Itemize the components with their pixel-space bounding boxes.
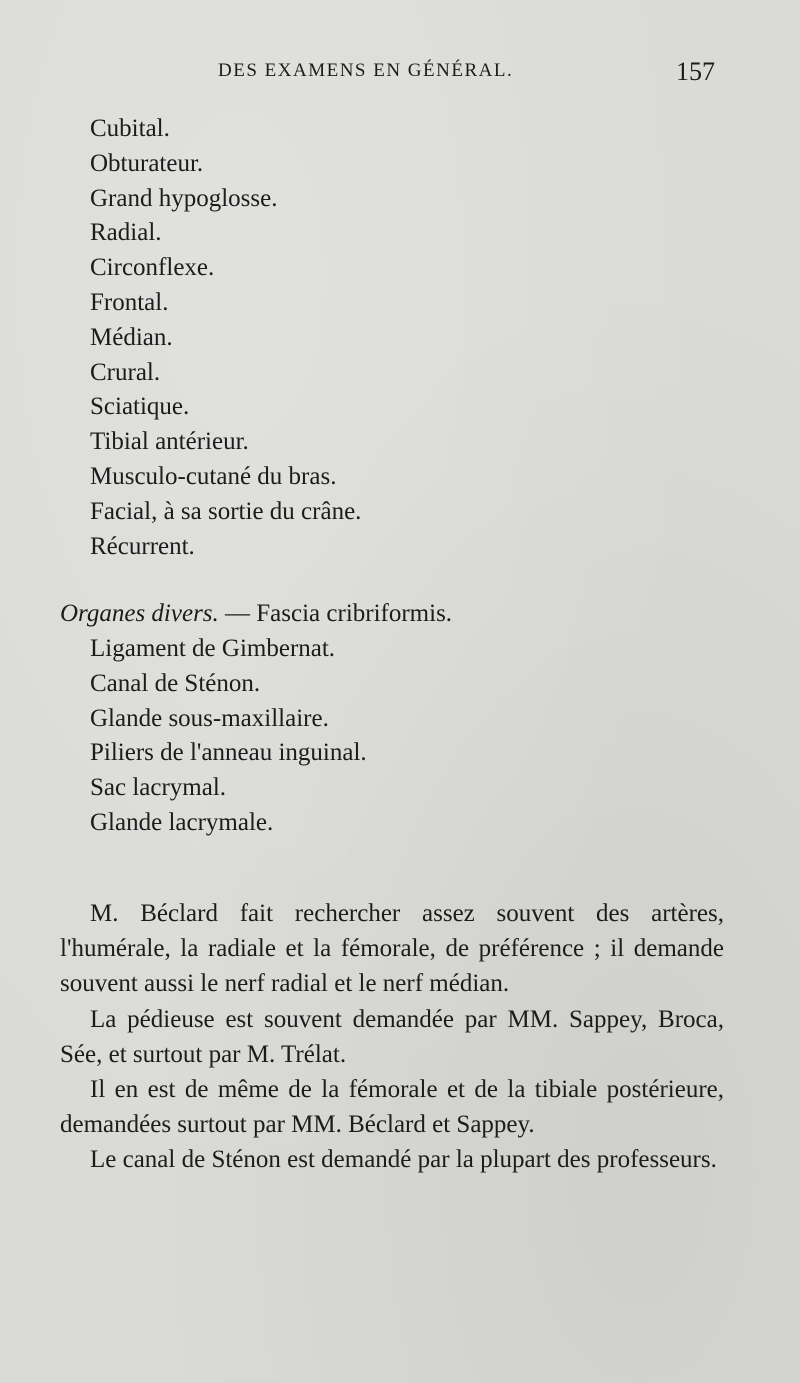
list-item: Cubital. — [90, 115, 170, 142]
list-item: Glande lacrymale. — [90, 808, 274, 836]
organ-list — [90, 632, 367, 841]
organs-heading-italic: Organes divers. — [60, 600, 219, 627]
list-item: Obturateur. — [90, 149, 204, 177]
list-item: Récurrent. — [90, 532, 195, 560]
nerve-list — [90, 112, 361, 564]
list-item: Sac lacrymal. — [90, 774, 227, 802]
list-item: Radial. — [90, 219, 162, 247]
page-number: 157 — [676, 57, 715, 86]
list-item: Glande sous-maxillaire. — [90, 704, 329, 732]
paragraph: Il en est de même de la fémorale et de la tibiale postérieure, demandées surtout par MM. Béclard et Sappey. — [60, 1076, 724, 1139]
organs-heading-rest: — Fascia cribriformis. — [218, 600, 453, 627]
list-item: Circonflexe. — [90, 254, 215, 282]
running-head: DES EXAMENS EN GÉNÉRAL. — [218, 60, 514, 81]
list-item: Grand hypoglosse. — [90, 184, 278, 212]
list-item: Médian. — [90, 323, 173, 351]
body-text — [60, 896, 724, 1178]
paragraph: Le canal de Sténon est demandé par la plupart des professeurs. — [90, 1146, 717, 1174]
list-item: Frontal. — [90, 288, 169, 316]
list-item: Canal de Sténon. — [90, 669, 261, 697]
list-item: Crural. — [90, 358, 161, 386]
list-item: Tibial antérieur. — [90, 428, 249, 456]
list-item: Sciatique. — [90, 393, 190, 421]
list-item: Ligament de Gimbernat. — [90, 635, 336, 662]
list-item: Facial, à sa sortie du crâne. — [90, 497, 362, 525]
page-header — [0, 57, 800, 90]
paragraph: M. Béclard fait rechercher assez souvent des artères, l'humérale, la radiale et la fémorale, de préférence ; il demande souvent aussi le nerf radial et le nerf médian. — [60, 900, 724, 998]
list-item: Musculo-cutané du bras. — [90, 462, 337, 490]
organs-heading — [60, 597, 452, 632]
list-item: Piliers de l'anneau inguinal. — [90, 739, 367, 767]
paragraph: La pédieuse est souvent demandée par MM. Sappey, Broca, Sée, et surtout par M. Trélat. — [60, 1005, 724, 1068]
